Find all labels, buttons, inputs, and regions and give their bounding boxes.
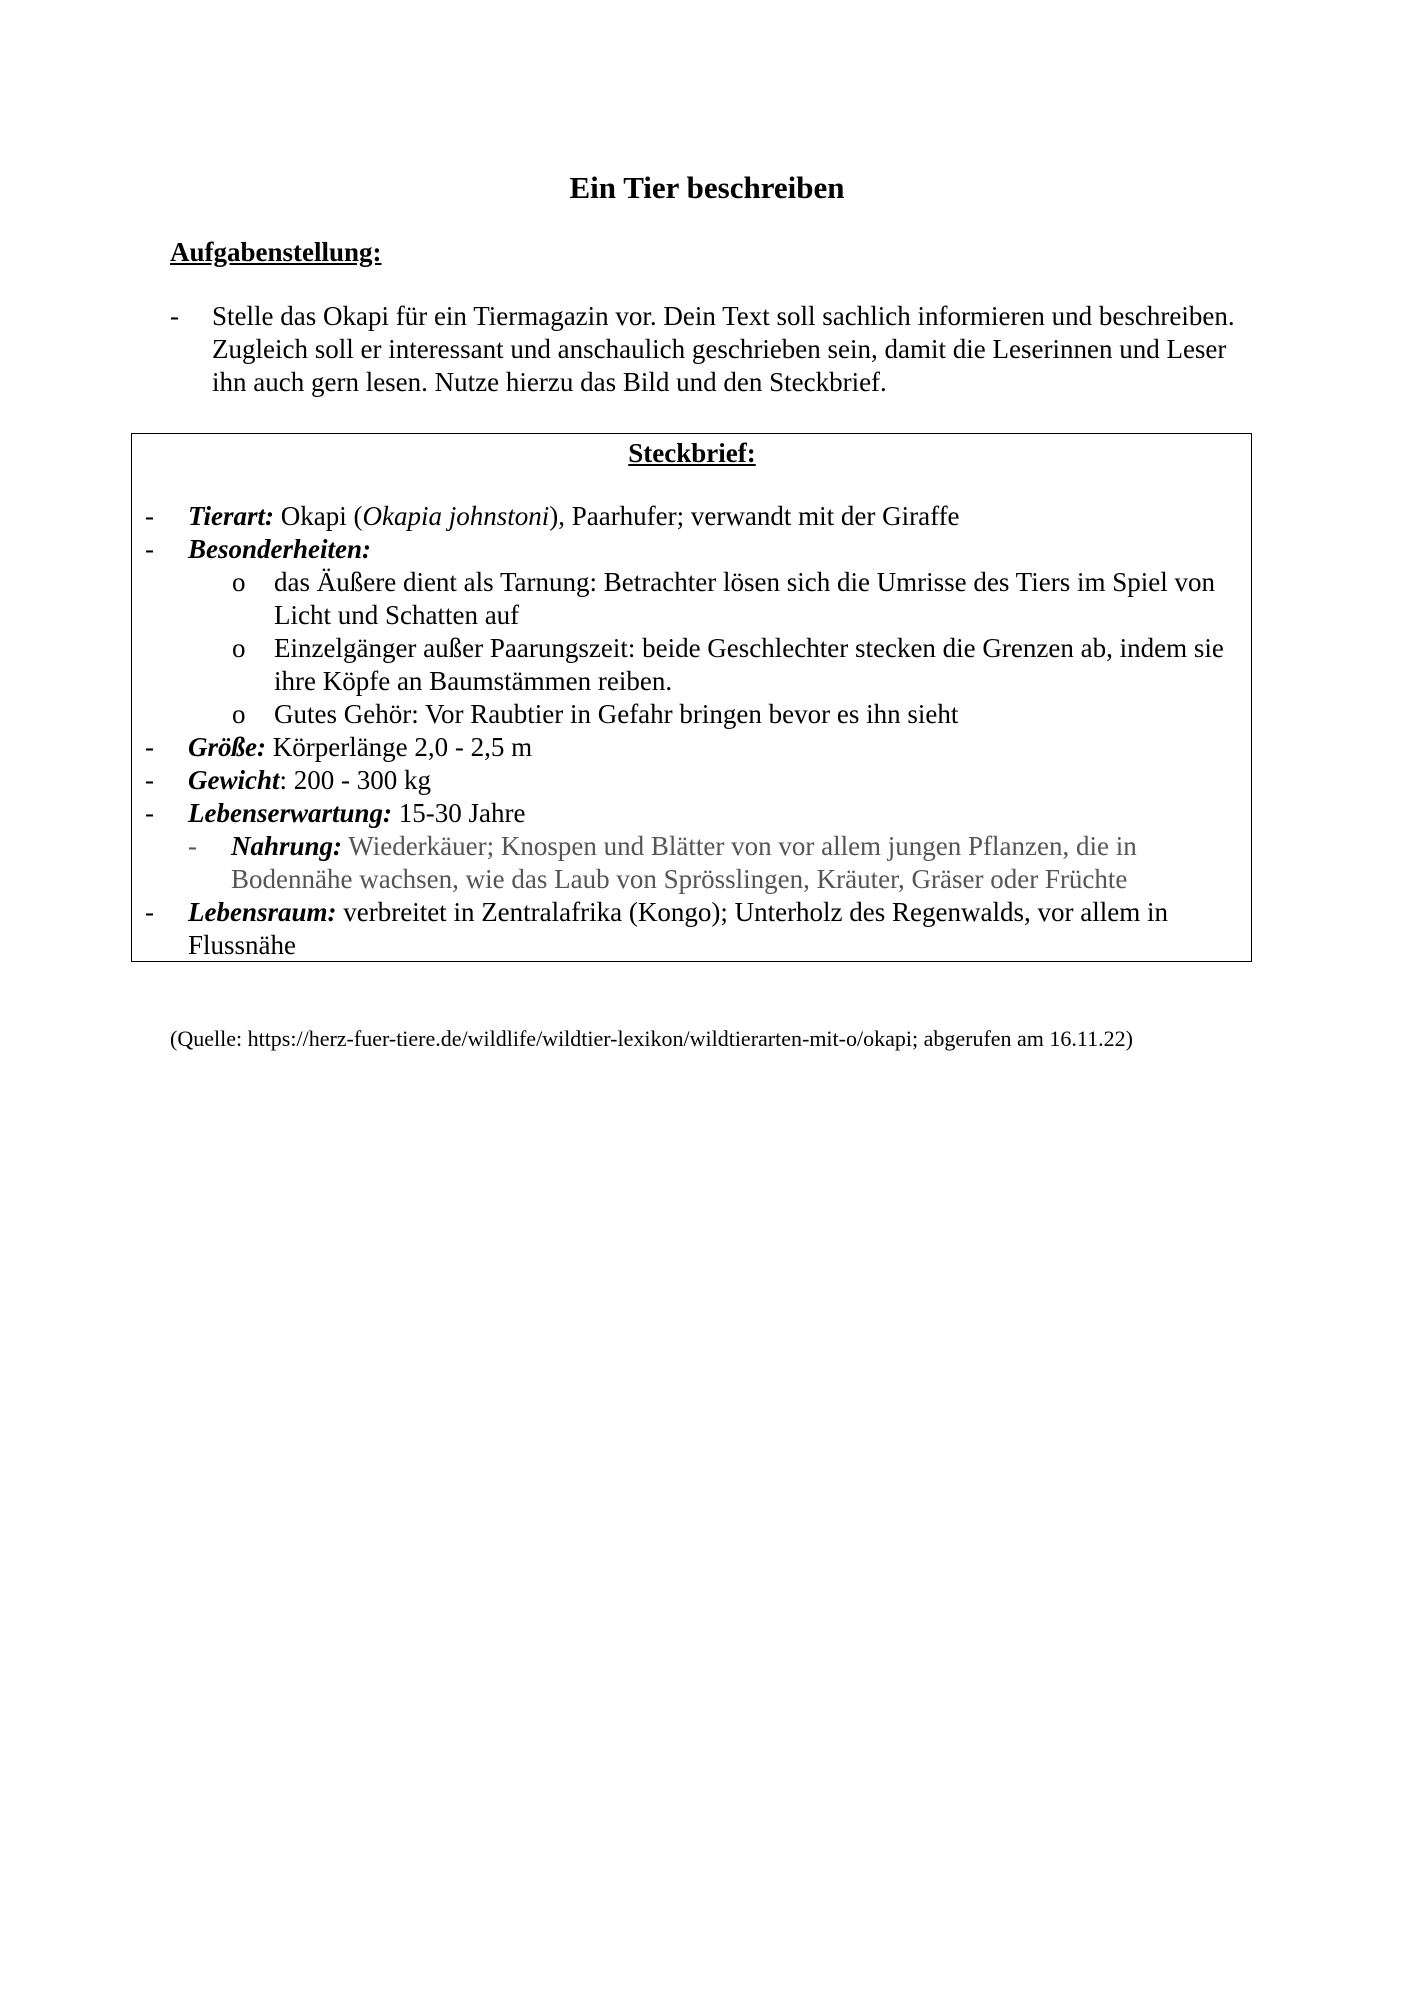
besonderheiten-label: Besonderheiten:	[188, 534, 372, 564]
gewicht-value: : 200 - 300 kg	[279, 765, 431, 795]
tierart-latin: Okapia johnstoni	[362, 501, 550, 531]
besonderheiten-text: das Äußere dient als Tarnung: Betrachter lösen sich die Umrisse des Tiers im Spiel von Licht und Schatten auf	[274, 567, 1215, 630]
circle-bullet: o	[232, 567, 246, 597]
task-bullet: -	[170, 301, 179, 331]
nahrung-value: Wiederkäuer; Knospen und Blätter von vor allem jungen Pflanzen, die in Bodennähe wachsen, wie das Laub von Sprösslingen, Kräuter, Gräser oder Früchte	[231, 831, 1137, 894]
dash-bullet: -	[145, 534, 154, 564]
tierart-post: ), Paarhufer; verwandt mit der Giraffe	[549, 501, 960, 531]
dash-bullet: -	[145, 501, 154, 531]
groesse-value: Körperlänge 2,0 - 2,5 m	[265, 732, 533, 762]
nahrung-label: Nahrung:	[231, 831, 343, 861]
lebenserwartung-label: Lebenserwartung:	[188, 798, 393, 828]
lebensraum-label: Lebensraum:	[188, 897, 337, 927]
lebenserwartung-value: 15-30 Jahre	[392, 798, 526, 828]
besonderheiten-text: Gutes Gehör: Vor Raubtier in Gefahr bringen bevor es ihn sieht	[274, 699, 959, 729]
profile-heading: Steckbrief:	[628, 438, 756, 468]
tierart-line	[188, 500, 1238, 533]
tierart-label: Tierart:	[188, 501, 274, 531]
groesse-label: Größe:	[188, 732, 266, 762]
task-heading: Aufgabenstellung:	[170, 237, 382, 267]
circle-bullet: o	[232, 633, 246, 663]
task-text: Stelle das Okapi für ein Tiermagazin vor. Dein Text soll sachlich informieren und beschreiben. Zugleich soll er interessant und anschaulich geschrieben sein, damit die Leserinnen und Leser ihn auch gern lesen. Nutze hierzu das Bild und den Steckbrief.	[212, 301, 1235, 397]
circle-bullet: o	[232, 699, 246, 729]
gewicht-label: Gewicht	[188, 765, 280, 795]
task-item	[170, 300, 1250, 399]
dash-bullet: -	[145, 765, 154, 795]
lebensraum-value: verbreitet in Zentralafrika (Kongo); Unterholz des Regenwalds, vor allem in Flussnähe	[188, 897, 1168, 960]
dash-bullet: -	[145, 897, 154, 927]
page-title: Ein Tier beschreiben	[569, 170, 845, 205]
dash-bullet: -	[188, 831, 197, 861]
tierart-pre: Okapi (	[273, 501, 363, 531]
source-citation: (Quelle: https://herz-fuer-tiere.de/wildlife/wildtier-lexikon/wildtierarten-mit-o/okapi; abgerufen am 16.11.22)	[170, 1026, 1133, 1051]
dash-bullet: -	[145, 798, 154, 828]
besonderheiten-text: Einzelgänger außer Paarungszeit: beide Geschlechter stecken die Grenzen ab, indem sie ihre Köpfe an Baumstämmen reiben.	[274, 633, 1224, 696]
dash-bullet: -	[145, 732, 154, 762]
